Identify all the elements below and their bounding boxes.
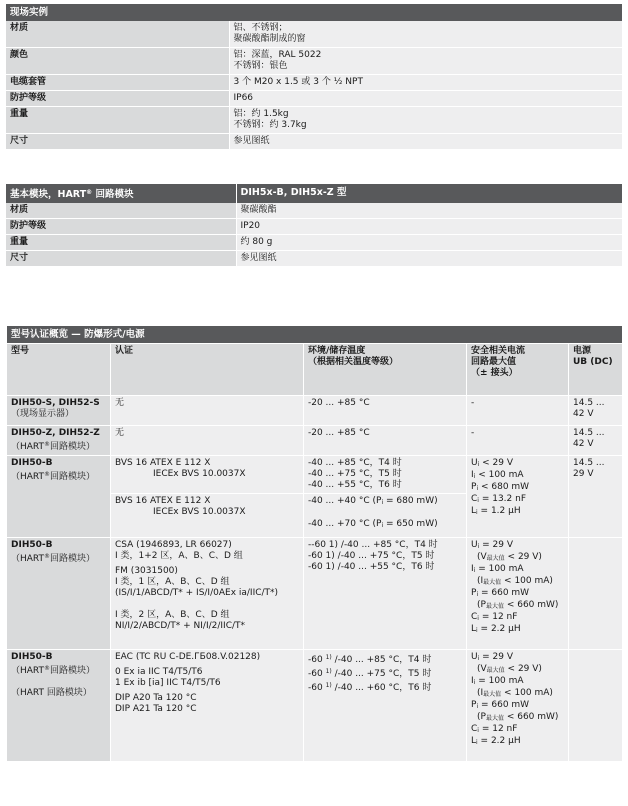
safety-value: = 660 mW [478, 700, 530, 710]
safety-line [471, 506, 564, 518]
table-row [6, 203, 622, 219]
safety-line [471, 600, 564, 612]
safety-value: < 100 mA) [501, 576, 553, 586]
row-value [229, 91, 622, 107]
safety-line [471, 724, 564, 736]
table-row [7, 426, 623, 456]
safety-line [471, 652, 564, 664]
safety-line [471, 588, 564, 600]
safety-line [471, 688, 564, 700]
safety-value: < 660 mW) [503, 712, 559, 722]
text-line: CSA (1946893, LR 66027) [115, 540, 232, 550]
text-line: NI/I/2/ABCD/T* + NI/I/2/IIC/T* [115, 621, 246, 631]
power-cell: 14.5 ... 42 V [569, 426, 623, 456]
safety-line [471, 540, 564, 552]
column-header-temp: 环境/储存温度 （根据相关温度等级） [304, 344, 467, 396]
temp-cell [304, 650, 467, 762]
temp-cell: -20 ... +85 °C [304, 396, 467, 426]
safety-value: < 660 mW) [503, 600, 559, 610]
row-value [229, 21, 622, 48]
text-line: -60 1) /-40 ... +55 °C，T6 时 [308, 562, 435, 572]
basic-module-table [6, 184, 622, 267]
safety-value: = 660 mW [478, 588, 530, 598]
table-row [7, 650, 623, 762]
row-key: 尺寸 [6, 134, 229, 150]
table-row [7, 538, 623, 650]
safety-symbol: P [471, 588, 477, 598]
text-line: (IS/I/1/ABCD/T* + IS/I/0AEx ia/IIC/T*) [115, 588, 279, 598]
model-cell: DIH50-Z, DIH52-Z （HART®回路模块） [7, 426, 111, 456]
table-row [6, 91, 622, 107]
safety-symbol: I [471, 564, 474, 574]
safety-symbol: U [471, 458, 478, 468]
value-line: 不锈钢：约 3.7kg [233, 120, 307, 130]
table-row [7, 456, 623, 494]
safety-subscript: 最大值 [486, 667, 505, 674]
safety-line [471, 482, 564, 494]
text-line: -60 1) /-40 ... +75 °C，T5 时 [308, 551, 435, 561]
safety-cell: - [467, 426, 569, 456]
safety-symbol: (I [477, 576, 484, 586]
row-key: 重量 [6, 235, 236, 251]
column-header-cert: 认证 [111, 344, 304, 396]
safety-subscript: i [477, 461, 480, 468]
safety-symbol: (V [477, 552, 487, 562]
row-value: IP20 [236, 219, 622, 235]
temp-line [308, 680, 462, 694]
table-header-row [6, 184, 622, 203]
temp-range: /-40 ... +75 °C，T5 时 [331, 669, 432, 679]
safety-subscript: i [477, 727, 479, 734]
safety-cell [467, 538, 569, 650]
safety-value: = 2.2 μH [477, 624, 521, 634]
temp-cell: -40 ... +40 °C ($P_i = 680$ mW) -40 ... +70 °C ($P_i = 650$ mW) [304, 494, 467, 538]
value-line: 不锈钢：银色 [233, 61, 288, 71]
safety-line [471, 712, 564, 724]
table-header-row [6, 4, 622, 21]
cert-cell: BVS 16 ATEX E 112 X IECEx BVS 10.0037X [111, 494, 304, 538]
column-header-power: 电源 UB (DC) [569, 344, 623, 396]
safety-subscript: i [476, 485, 479, 492]
table-row [6, 21, 622, 48]
safety-subscript: 最大值 [483, 579, 502, 586]
row-key: 材质 [6, 203, 236, 219]
safety-value: < 29 V) [504, 552, 542, 562]
safety-line [471, 458, 564, 470]
text-line: 0 Ex ia IIC T4/T5/T6 [115, 667, 203, 677]
text-line: I 类，2 区，A、B、C、D 组 [115, 610, 230, 620]
text-line: FM (3031500) [115, 566, 178, 576]
temp-line [308, 666, 462, 680]
table-row [6, 75, 622, 91]
safety-symbol: L [471, 736, 477, 746]
text-line: DIP A21 Ta 120 °C [115, 704, 197, 714]
value-line: 铝：深蓝，RAL 5022 [233, 50, 322, 60]
safety-line [471, 470, 564, 482]
safety-subscript: i [476, 509, 478, 516]
text-line [115, 599, 299, 610]
row-key: 颜色 [6, 48, 229, 75]
table-row [6, 107, 622, 134]
temp-min: -60 [308, 655, 326, 665]
row-key: 尺寸 [6, 251, 236, 267]
text-line: I 类，1+2 区，A、B、C、D 组 [115, 551, 243, 561]
safety-subscript: i [477, 543, 480, 550]
value-line: IP66 [233, 93, 254, 103]
safety-value: = 12 nF [478, 612, 518, 622]
safety-symbol: (V [477, 664, 487, 674]
safety-subscript: i [473, 473, 476, 480]
value-line: 参见图纸 [233, 136, 270, 146]
safety-value: = 12 nF [478, 724, 518, 734]
safety-line [471, 564, 564, 576]
temp-range: /-40 ... +85 °C，T4 时 [331, 655, 432, 665]
footnote-ref: 1) [325, 654, 332, 661]
power-cell: 14.5 ... 29 V [569, 456, 623, 538]
safety-symbol: C [471, 724, 478, 734]
cert-block-fm [115, 566, 299, 632]
temp-min: -60 [308, 669, 326, 679]
safety-subscript: i [476, 739, 478, 746]
safety-subscript: 最大值 [486, 555, 505, 562]
column-header-model: 型号 [7, 344, 111, 396]
model-cell: DIH50-S, DIH52-S （现场显示器） [7, 396, 111, 426]
model-cell: DIH50-B （HART®回路模块） [7, 456, 111, 538]
safety-line [471, 576, 564, 588]
temp-min: -60 [308, 683, 326, 693]
table-title: 基本模块，HART® 回路模块 [6, 184, 236, 203]
safety-line [471, 676, 564, 688]
safety-line [471, 552, 564, 564]
safety-value: = 100 mA [475, 676, 524, 686]
safety-symbol: L [471, 506, 477, 516]
row-value [229, 107, 622, 134]
value-line: 铝：约 1.5kg [233, 109, 289, 119]
safety-symbol: P [471, 482, 477, 492]
row-value [229, 134, 622, 150]
safety-line [471, 700, 564, 712]
row-key: 材质 [6, 21, 229, 48]
value-line: 3 个 M20 x 1.5 或 3 个 ½ NPT [233, 77, 363, 87]
footnote-ref: 1) [325, 668, 332, 675]
table-row [6, 219, 622, 235]
value-line: 聚碳酸酯制成的窗 [233, 34, 306, 44]
safety-cell [467, 650, 569, 762]
row-value: 参见图纸 [236, 251, 622, 267]
safety-subscript: i [473, 567, 476, 574]
safety-subscript: 最大值 [483, 691, 502, 698]
temp-cell: -20 ... +85 °C [304, 426, 467, 456]
safety-symbol: (I [477, 688, 484, 698]
table-row [6, 251, 622, 267]
table-row [6, 48, 622, 75]
table-header-row [7, 326, 623, 344]
table-row [6, 235, 622, 251]
safety-value: = 13.2 nF [478, 494, 527, 504]
row-value: 聚碳酸酯 [236, 203, 622, 219]
row-key: 防护等级 [6, 91, 229, 107]
safety-line [471, 624, 564, 636]
safety-symbol: I [471, 676, 474, 686]
power-cell [569, 650, 623, 762]
table-model-type: DIH5x-B, DIH5x-Z 型 [236, 184, 622, 203]
safety-subscript: i [476, 627, 478, 634]
table-title: 型号认证概览 — 防爆形式/电源 [7, 326, 623, 344]
safety-value: = 1.2 μH [477, 506, 521, 516]
row-key: 重量 [6, 107, 229, 134]
table-row [6, 134, 622, 150]
column-header-row [7, 344, 623, 396]
text-line: 1 Ex ib [ia] IIC T4/T5/T6 [115, 678, 221, 688]
safety-symbol: L [471, 624, 477, 634]
datasheet-page [0, 4, 628, 806]
safety-subscript: 最大值 [485, 603, 504, 610]
safety-subscript: i [476, 591, 479, 598]
row-value: 约 80 g [236, 235, 622, 251]
text-line: I 类，1 区，A、B、C、D 组 [115, 577, 230, 587]
safety-subscript: i [473, 679, 476, 686]
cert-cell [111, 650, 304, 762]
cert-cell: 无 [111, 426, 304, 456]
row-key: 防护等级 [6, 219, 236, 235]
safety-cell [467, 456, 569, 538]
cert-cell: BVS 16 ATEX E 112 X IECEx BVS 10.0037X [111, 456, 304, 494]
safety-symbol: I [471, 470, 474, 480]
safety-value: < 29 V) [504, 664, 542, 674]
row-value [229, 48, 622, 75]
footnote-ref: 1) [325, 682, 332, 689]
safety-line [471, 736, 564, 748]
safety-subscript: i [477, 615, 479, 622]
safety-value: = 29 V [479, 652, 513, 662]
model-cell: DIH50-B （HART®回路模块） [7, 538, 111, 650]
safety-subscript: i [477, 655, 480, 662]
text-line: EAC (TC RU C-DE.ГБ08.V.02128) [115, 652, 261, 662]
safety-symbol: C [471, 494, 478, 504]
safety-value: = 100 mA [475, 564, 524, 574]
power-cell: 14.5 ... 42 V [569, 396, 623, 426]
safety-value: = 29 V [479, 540, 513, 550]
safety-cell: - [467, 396, 569, 426]
safety-symbol: U [471, 540, 478, 550]
temp-cell [304, 538, 467, 650]
safety-line [471, 664, 564, 676]
safety-subscript: 最大值 [485, 715, 504, 722]
safety-symbol: U [471, 652, 478, 662]
model-cell: DIH50-B （HART®回路模块） （HART 回路模块） [7, 650, 111, 762]
safety-subscript: i [476, 703, 479, 710]
safety-value: < 100 mA [475, 470, 524, 480]
safety-subscript: i [477, 497, 479, 504]
safety-symbol: (P [477, 600, 486, 610]
row-key: 电缆套管 [6, 75, 229, 91]
safety-symbol: P [471, 700, 477, 710]
text-line: DIP A20 Ta 120 °C [115, 693, 197, 703]
temp-cell: -40 ... +85 °C，T4 时 -40 ... +75 °C，T5 时 -40 ... +55 °C，T6 时 [304, 456, 467, 494]
safety-symbol: (P [477, 712, 486, 722]
safety-value: < 680 mW [478, 482, 530, 492]
table-row [7, 396, 623, 426]
cert-cell: 无 [111, 396, 304, 426]
row-value [229, 75, 622, 91]
field-instance-table [6, 4, 622, 150]
safety-line [471, 494, 564, 506]
safety-value: < 29 V [479, 458, 513, 468]
temp-line [308, 652, 462, 666]
column-header-safety: 安全相关电流 回路最大值 （± 接头） [467, 344, 569, 396]
safety-symbol: C [471, 612, 478, 622]
value-line: 铝、不锈钢； [233, 23, 288, 33]
cert-cell [111, 538, 304, 650]
cert-block-csa [115, 540, 299, 562]
certification-overview-table [6, 325, 623, 762]
safety-line [471, 612, 564, 624]
table-title: 现场实例 [6, 4, 622, 21]
power-cell [569, 538, 623, 650]
safety-value: = 2.2 μH [477, 736, 521, 746]
text-line: --60 1) /-40 ... +85 °C，T4 时 [308, 540, 438, 550]
temp-range: /-40 ... +60 °C，T6 时 [331, 683, 432, 693]
safety-value: < 100 mA) [501, 688, 553, 698]
